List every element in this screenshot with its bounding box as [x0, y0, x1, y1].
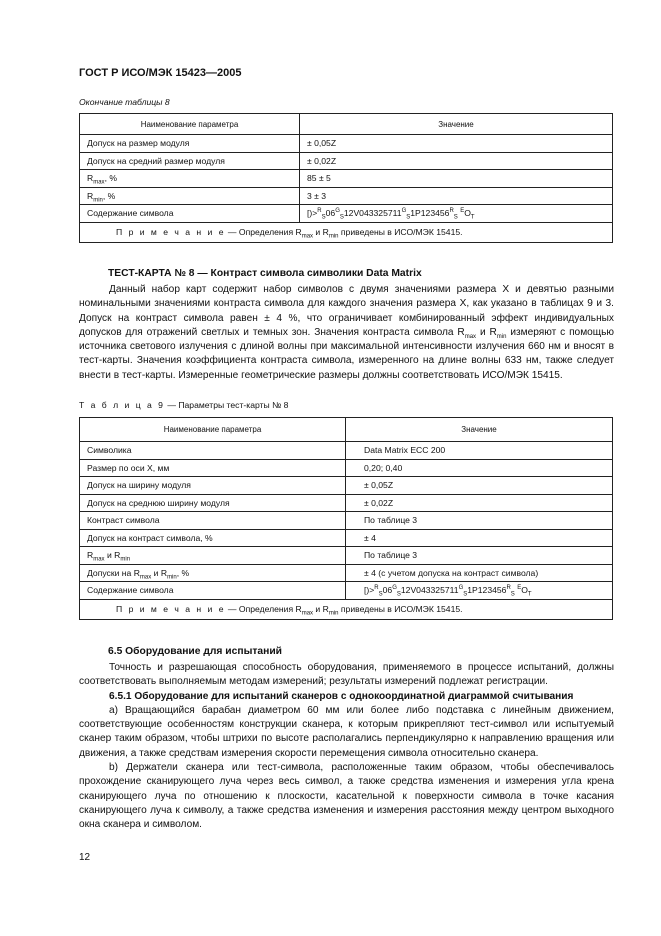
value-cell: ± 0,05Z — [300, 135, 613, 153]
param-cell: Допуск на среднюю ширину модуля — [80, 494, 346, 512]
table-row — [80, 442, 613, 460]
table-row — [80, 582, 613, 600]
table8-caption: Окончание таблицы 8 — [79, 97, 170, 107]
value-cell: 3 ± 3 — [300, 187, 613, 205]
symbol-content-cell: $[)>^R_S06^G_S12V043325711^G_S1P123456^R_S$ $^EO_T$ — [346, 582, 613, 600]
column-header: Наименование параметра — [80, 418, 346, 442]
note-row — [80, 222, 613, 242]
table-row — [80, 512, 613, 530]
param-cell: Допуски на $R_{max}$ и $R_{min}$, % — [80, 564, 346, 582]
param-cell: $R_{max}$, % — [80, 170, 300, 188]
table-row — [80, 187, 613, 205]
symbol-content-cell: $[)>^R_S06^G_S12V043325711^G_S1P123456^R_S$ $^EO_T$ — [300, 205, 613, 223]
param-cell: $R_{max}$ и $R_{min}$ — [80, 547, 346, 565]
param-cell: Допуск на размер модуля — [80, 135, 300, 153]
column-header: Наименование параметра — [80, 114, 300, 135]
column-header: Значение — [300, 114, 613, 135]
value-cell: ± 4 — [346, 529, 613, 547]
table-row — [80, 459, 613, 477]
paragraph: Точность и разрешающая способность оборудования, применяемого в процессе испытаний, должны соответствовать выполняемым методам измерений; результаты измерений подлежат регистрации. — [79, 662, 614, 688]
param-cell: Контраст символа — [80, 512, 346, 530]
value-cell: Data Matrix ECC 200 — [346, 442, 613, 460]
table-row — [80, 170, 613, 188]
table-row — [80, 477, 613, 495]
table-note: П р и м е ч а н и е — Определения $R_{max}$ и $R_{min}$ приведены в ИСО/МЭК 15415. — [80, 222, 613, 242]
table-note: П р и м е ч а н и е — Определения $R_{max}$ и $R_{min}$ приведены в ИСО/МЭК 15415. — [80, 599, 613, 619]
table-row — [80, 205, 613, 223]
section-6-5-title: 6.5 Оборудование для испытаний — [108, 646, 283, 657]
table-header-row — [80, 418, 613, 442]
table-row — [80, 135, 613, 153]
param-cell: Символика — [80, 442, 346, 460]
value-cell: ± 0,05Z — [346, 477, 613, 495]
param-cell: $R_{min}$, % — [80, 187, 300, 205]
table-header-row — [80, 114, 613, 135]
table-row — [80, 152, 613, 170]
running-header: ГОСТ Р ИСО/МЭК 15423—2005 — [79, 67, 242, 79]
value-cell: ± 4 (с учетом допуска на контраст символа) — [346, 564, 613, 582]
table-row — [80, 529, 613, 547]
table8 — [79, 113, 613, 243]
paragraph-a: а) Вращающийся барабан диаметром 60 мм или более либо подставка с линейным движением, соответствующие особенностям конструкции сканера, к которым прикрепляют тест-символ или испытуемый сканер таким образом, чтобы штрихи по высоте располагались перпендикулярно к направлению вращения или движения, а также средствам измерения скорости перемещения символа относительно сканера. — [79, 704, 614, 759]
subsection-6-5-1-title: 6.5.1 Оборудование для испытаний сканеров с однокоординатной диаграммой считывания — [109, 690, 574, 702]
testcard8-title: ТЕСТ-КАРТА № 8 — Контраст символа символики Data Matrix — [108, 268, 422, 279]
table9 — [79, 417, 613, 620]
table9-caption: Т а б л и ц а 9 — Параметры тест-карты № 8 — [79, 400, 289, 410]
param-cell: Содержание символа — [80, 582, 346, 600]
value-cell: ± 0,02Z — [346, 494, 613, 512]
param-cell: Допуск на ширину модуля — [80, 477, 346, 495]
paragraph-b: b) Держатели сканера или тест-символа, расположенные таким образом, чтобы обеспечивалось прохождение сканирующего луча через весь символ, а также средства изменения и измерения угла крена сканирующего луча по отношению к плоскости, касательной к поверхности символа в точке касания сканирующего луча к символу, а также средства изменения и измерения расстояния между центром выходного окна сканера и символом. — [79, 762, 614, 831]
value-cell: 85 ± 5 — [300, 170, 613, 188]
param-cell: Содержание символа — [80, 205, 300, 223]
page-number: 12 — [79, 852, 91, 863]
value-cell: По таблице 3 — [346, 512, 613, 530]
table-row — [80, 494, 613, 512]
testcard8-body: Данный набор карт содержит набор символов с двумя значениями размера X и девятью разными номинальными значениями контраста символа для каждого значения размера X, как указано в таблицах 9 и 3. Допуск на контраст символа равен ± 4 %, что ограничивает комбинированный эффект индивидуальных допусков для отражений светлых и темных зон. Значения контраста символа $R_{max}$ и $R_{min}$ измеряют с помощью источника светового излучения с длиной волны при максимальной интенсивности излучения 660 нм и вносят в тест-карты. Значения коэффициента контраста символа, измеренного на длине волны 633 нм, также следует внести в тест-карты. Измеренные геометрические размеры должны соответствовать ИСО/МЭК 15415. — [79, 284, 614, 381]
table-row — [80, 547, 613, 565]
column-header: Значение — [346, 418, 613, 442]
table-row — [80, 564, 613, 582]
value-cell: По таблице 3 — [346, 547, 613, 565]
param-cell: Допуск на средний размер модуля — [80, 152, 300, 170]
value-cell: 0,20; 0,40 — [346, 459, 613, 477]
param-cell: Размер по оси X, мм — [80, 459, 346, 477]
section-6-5-body — [79, 661, 614, 833]
param-cell: Допуск на контраст символа, % — [80, 529, 346, 547]
note-row — [80, 599, 613, 619]
value-cell: ± 0,02Z — [300, 152, 613, 170]
